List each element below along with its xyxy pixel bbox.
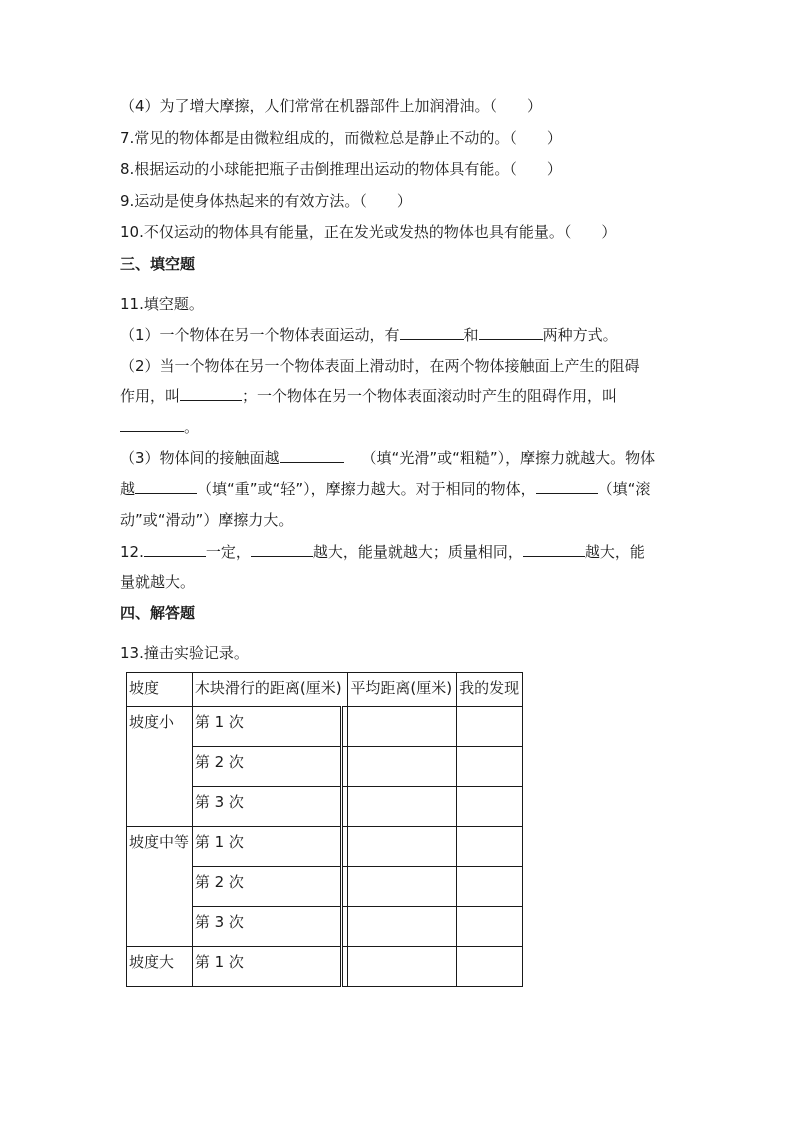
table-row <box>127 947 523 987</box>
table-row <box>127 827 523 867</box>
section-answer-heading: 四、解答题 <box>120 604 196 622</box>
q11-title: 11.填空题。 <box>120 295 204 313</box>
trial-label: 第 3 次 <box>192 907 342 947</box>
q11-part1-text-b: 和 <box>463 326 479 344</box>
q11-part3-text-a: （3）物体间的接触面越 <box>120 449 280 467</box>
q11-part3-line3: 动”或“滑动”）摩擦力大。 <box>120 511 294 529</box>
q11-part1 <box>120 325 618 345</box>
average-cell[interactable] <box>348 747 457 787</box>
answer-blank[interactable] <box>523 542 585 557</box>
answer-blank[interactable] <box>479 325 543 340</box>
judge-item-4: （4）为了增大摩擦，人们常常在机器部件上加润滑油。（ ） <box>120 97 543 115</box>
q12-text-a: 12. <box>120 543 144 561</box>
slope-group-label: 坡度小 <box>127 707 193 827</box>
answer-blank[interactable] <box>144 542 206 557</box>
q11-part3-text-c: 越 <box>120 480 136 498</box>
q11-part3-line1 <box>120 448 655 468</box>
table-header-row <box>127 673 523 707</box>
answer-blank[interactable] <box>400 325 464 340</box>
average-cell[interactable] <box>348 707 457 747</box>
q13-title: 13.撞击实验记录。 <box>120 644 249 662</box>
table-header-cell: 坡度 <box>127 673 193 707</box>
q11-part2-text-b: 作用，叫 <box>120 387 181 405</box>
q11-part1-text-a: （1）一个物体在另一个物体表面运动，有 <box>120 326 400 344</box>
table-header-cell: 木块滑行的距离(厘米) <box>192 673 348 707</box>
table-header-cell: 我的发现 <box>457 673 523 707</box>
trial-label: 第 1 次 <box>192 947 342 987</box>
trial-label: 第 1 次 <box>192 827 342 867</box>
trial-label: 第 2 次 <box>192 747 342 787</box>
answer-blank[interactable] <box>135 479 197 494</box>
q12-text-c: 越大，能量就越大；质量相同， <box>312 543 523 561</box>
judge-item-9: 9.运动是使身体热起来的有效方法。（ ） <box>120 192 412 210</box>
judge-item-7: 7.常见的物体都是由微粒组成的，而微粒总是静止不动的。（ ） <box>120 129 562 147</box>
finding-cell[interactable] <box>457 867 523 907</box>
q11-part2-line2 <box>120 386 617 406</box>
q12-line1 <box>120 542 645 562</box>
table-row <box>127 707 523 747</box>
q11-part2-text-d: 。 <box>184 418 200 436</box>
answer-blank[interactable] <box>180 386 242 401</box>
slope-group-label: 坡度大 <box>127 947 193 987</box>
finding-cell[interactable] <box>457 947 523 987</box>
q11-part3-text-e: （填“滚 <box>597 480 651 498</box>
finding-cell[interactable] <box>457 747 523 787</box>
finding-cell[interactable] <box>457 827 523 867</box>
q11-part2-text-c: ；一个物体在另一个物体表面滚动时产生的阻碍作用，叫 <box>242 387 618 405</box>
q12-text-d: 越大，能 <box>584 543 645 561</box>
trial-label: 第 2 次 <box>192 867 342 907</box>
table-header-cell: 平均距离(厘米) <box>348 673 457 707</box>
average-cell[interactable] <box>348 947 457 987</box>
experiment-record-table <box>126 672 523 987</box>
q11-part3-line2 <box>120 479 650 499</box>
slope-group-label: 坡度中等 <box>127 827 193 947</box>
q12-text-b: 一定， <box>205 543 251 561</box>
finding-cell[interactable] <box>457 907 523 947</box>
q11-part1-text-c: 两种方式。 <box>542 326 618 344</box>
average-cell[interactable] <box>348 827 457 867</box>
trial-label: 第 1 次 <box>192 707 342 747</box>
answer-blank[interactable] <box>251 542 313 557</box>
trial-label: 第 3 次 <box>192 787 342 827</box>
finding-cell[interactable] <box>457 707 523 747</box>
q11-part3-text-b: （填“光滑”或“粗糙”），摩擦力就越大。物体 <box>361 449 656 467</box>
answer-blank[interactable] <box>120 417 184 432</box>
average-cell[interactable] <box>348 787 457 827</box>
average-cell[interactable] <box>348 867 457 907</box>
q12-line2: 量就越大。 <box>120 573 196 591</box>
judge-item-8: 8.根据运动的小球能把瓶子击倒推理出运动的物体具有能。（ ） <box>120 160 562 178</box>
answer-blank[interactable] <box>536 479 598 494</box>
q11-part3-text-d: （填“重”或“轻”），摩擦力越大。对于相同的物体， <box>197 480 536 498</box>
section-fill-heading: 三、填空题 <box>120 255 196 273</box>
q11-part2-line3 <box>120 417 199 437</box>
finding-cell[interactable] <box>457 787 523 827</box>
average-cell[interactable] <box>348 907 457 947</box>
q11-part2-line1: （2）当一个物体在另一个物体表面上滑动时，在两个物体接触面上产生的阻碍 <box>120 357 640 375</box>
answer-blank[interactable] <box>280 448 344 463</box>
judge-item-10: 10.不仅运动的物体具有能量，正在发光或发热的物体也具有能量。（ ） <box>120 223 617 241</box>
